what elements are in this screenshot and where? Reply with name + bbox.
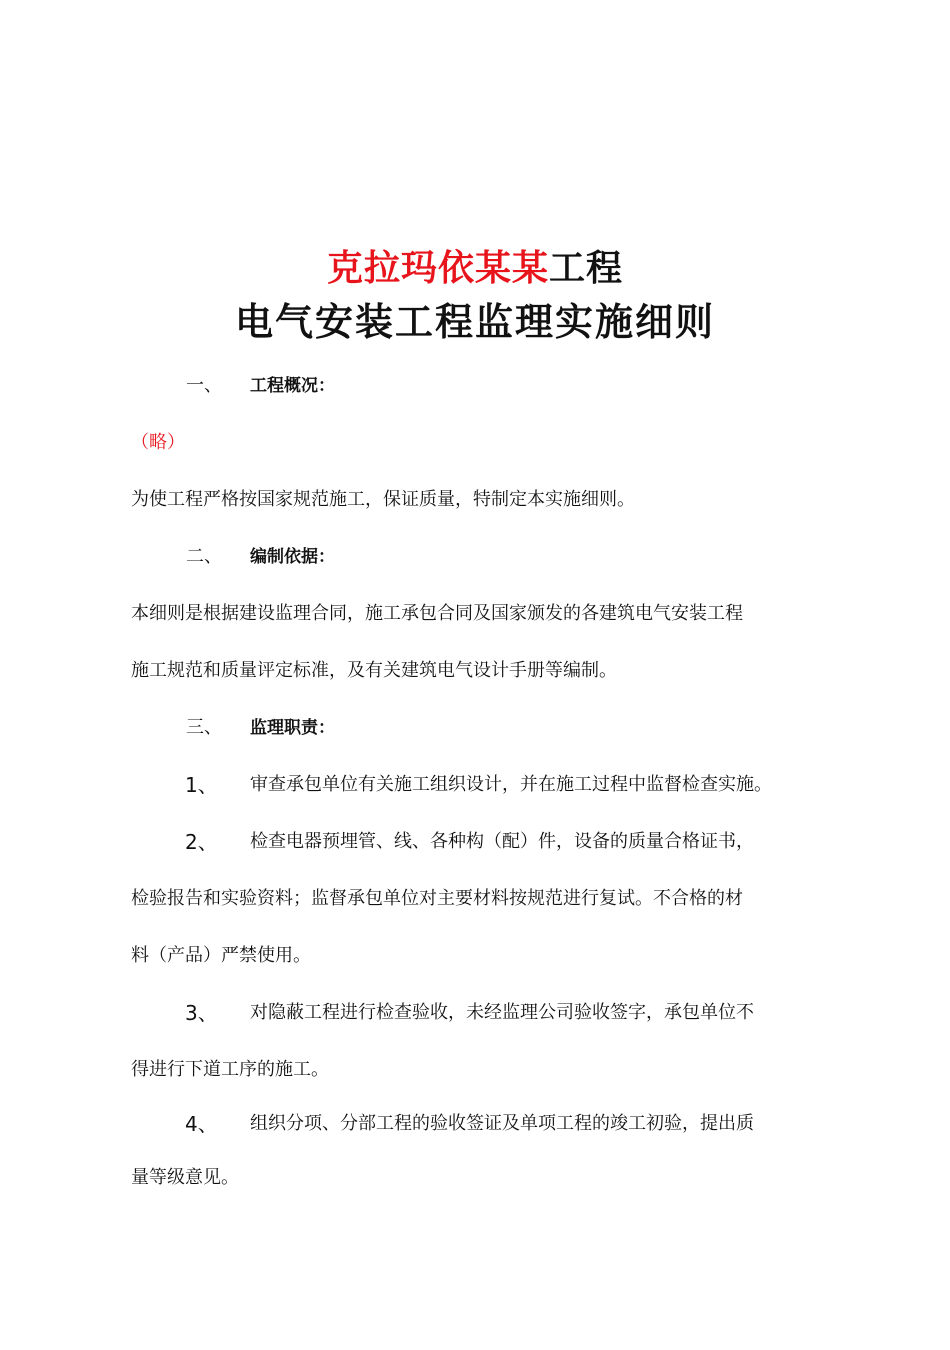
- duty-2-number: 2、: [185, 830, 218, 854]
- duty-2-text: 检查电器预埋管、线、各种构（配）件，设备的质量合格证书，: [250, 831, 754, 852]
- section-1-body-line-1: 为使工程严格按国家规范施工，保证质量，特制定本实施细则。: [131, 489, 635, 510]
- section-2-body-line-2: 施工规范和质量评定标准，及有关建筑电气设计手册等编制。: [131, 660, 617, 681]
- duty-3-number: 3、: [185, 1001, 218, 1025]
- section-2-number: 二、: [186, 546, 222, 567]
- project-name-suffix: 工程: [549, 247, 624, 289]
- section-3-number: 三、: [186, 717, 222, 738]
- section-1-note: （略）: [131, 432, 185, 453]
- duty-2-continuation-1: 检验报告和实验资料；监督承包单位对主要材料按规范进行复试。不合格的材: [131, 888, 743, 909]
- duty-4-continuation-1: 量等级意见。: [131, 1167, 239, 1188]
- section-1-number: 一、: [186, 375, 222, 396]
- duty-3-continuation-1: 得进行下道工序的施工。: [131, 1059, 329, 1080]
- section-3-heading: 监理职责：: [250, 718, 335, 738]
- duty-2-continuation-2: 料（产品）严禁使用。: [131, 945, 311, 966]
- duty-3-text: 对隐蔽工程进行检查验收，未经监理公司验收签字，承包单位不: [250, 1002, 754, 1023]
- duty-1-number: 1、: [185, 773, 218, 797]
- section-2-body-line-1: 本细则是根据建设监理合同，施工承包合同及国家颁发的各建筑电气安装工程: [131, 603, 743, 624]
- duty-1-text: 审查承包单位有关施工组织设计，并在施工过程中监督检查实施。: [250, 774, 772, 795]
- document-title-line-2: 电气安装工程监理实施细则: [234, 299, 715, 344]
- section-1-heading: 工程概况：: [250, 376, 335, 396]
- duty-4-text: 组织分项、分部工程的验收签证及单项工程的竣工初验，提出质: [250, 1113, 754, 1134]
- project-name-highlight: 克拉玛依某某: [326, 247, 549, 289]
- document-title-line-1: [0, 246, 950, 290]
- section-2-heading: 编制依据：: [250, 547, 335, 567]
- duty-4-number: 4、: [185, 1112, 218, 1136]
